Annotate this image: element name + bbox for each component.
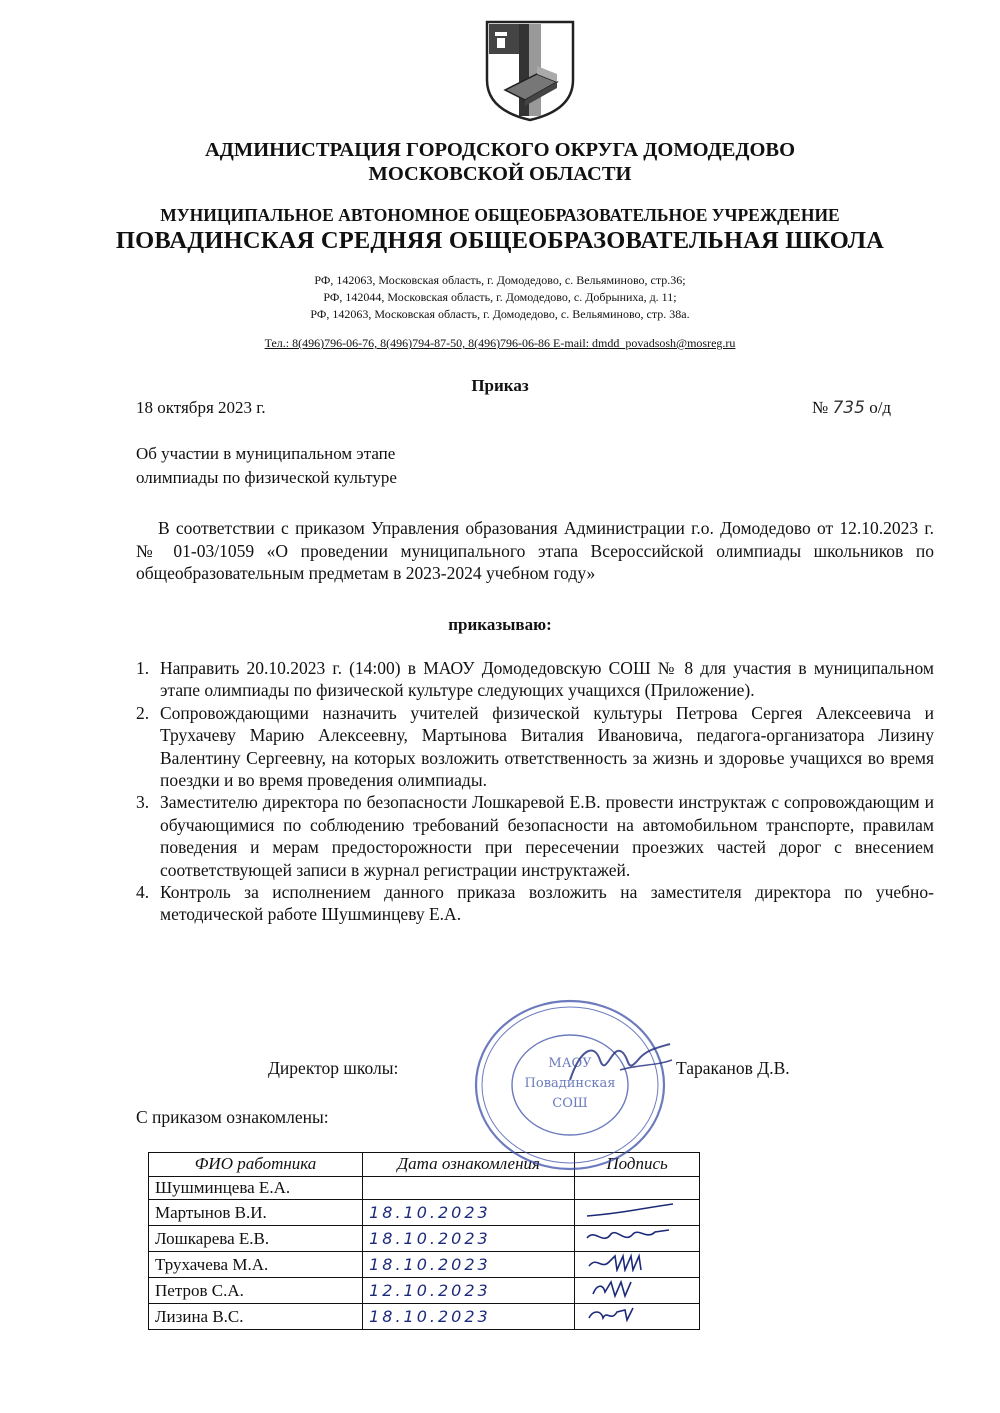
order-word: приказываю: <box>448 615 552 634</box>
stamp-line: Повадинская <box>524 1076 616 1091</box>
director-label: Директор школы: <box>268 1058 399 1078</box>
signature-cell <box>575 1176 700 1200</box>
list-item <box>136 657 934 702</box>
ack-date: 18.10.2023 <box>363 1252 575 1278</box>
document-number <box>812 398 891 418</box>
number-suffix: о/д <box>864 398 892 417</box>
handwritten-signature <box>581 1278 677 1298</box>
number-handwritten: 735 <box>832 398 865 418</box>
list-item <box>136 791 934 881</box>
ack-date: 18.10.2023 <box>363 1226 575 1252</box>
table-row <box>149 1278 700 1304</box>
number-prefix: № <box>812 398 833 417</box>
address-line: РФ, 142063, Московская область, г. Домодедово, с. Вельяминово, стр. 38а. <box>310 307 690 321</box>
item-number: 4. <box>136 882 150 903</box>
order-items-list <box>136 657 934 926</box>
signature-cell <box>575 1304 700 1330</box>
address-line: РФ, 142063, Московская область, г. Домодедово, с. Вельяминово, стр.36; <box>314 273 686 287</box>
column-header: Дата ознакомления <box>363 1153 575 1177</box>
institution-type: МУНИЦИПАЛЬНОЕ АВТОНОМНОЕ ОБЩЕОБРАЗОВАТЕЛЬНОЕ УЧРЕЖДЕНИЕ <box>160 205 840 225</box>
contacts-line: Тел.: 8(496)796-06-76, 8(496)794-87-50, 8(496)796-06-86 E-mail: dmdd_povadsosh@mosreg.ru <box>264 336 736 350</box>
item-text: Заместителю директора по безопасности Лошкаревой Е.В. провести инструктаж с сопровождающим и обучающимися по соблюдению требований безопасности на автомобильном транспорте, правилам поведения и мерам предосторожности при пересечении проезжих частей дорог с внесением соответствующей записи в журнал регистрации инструктажей. <box>160 792 934 880</box>
column-header: Подпись <box>575 1153 700 1177</box>
item-number: 3. <box>136 792 150 813</box>
admin-header-line1: АДМИНИСТРАЦИЯ ГОРОДСКОГО ОКРУГА ДОМОДЕДОВО <box>204 139 796 161</box>
address-block <box>0 272 1000 323</box>
ack-date: 18.10.2023 <box>363 1304 575 1330</box>
coat-of-arms-emblem <box>475 18 585 123</box>
stamp-line: МАОУ <box>548 1056 592 1071</box>
handwritten-signature <box>581 1200 677 1220</box>
item-number: 1. <box>136 658 150 678</box>
employee-name: Мартынов В.И. <box>149 1200 363 1226</box>
item-text: Сопровождающими назначить учителей физической культуры Петрова Сергея Алексеевича и Трухачеву Марию Алексеевну, Мартынова Виталия Ивановича, педагога-организатора Лизину Валентину Сергеевну, на которых возложить ответственность за жизнь и здоровье учащихся во время поездки и во время проведения олимпиады. <box>160 702 934 791</box>
signature-cell <box>575 1200 700 1226</box>
document-date: 18 октября 2023 г. <box>136 398 266 417</box>
ack-date: 12.10.2023 <box>363 1278 575 1304</box>
ack-date <box>363 1176 575 1200</box>
table-row <box>149 1226 700 1252</box>
admin-header-line2: МОСКОВСКОЙ ОБЛАСТИ <box>368 163 632 185</box>
employee-name: Лошкарева Е.В. <box>149 1226 363 1252</box>
column-header: ФИО работника <box>149 1153 363 1177</box>
list-item <box>136 881 934 926</box>
acknowledgement-label: С приказом ознакомлены: <box>136 1107 329 1127</box>
item-text: Контроль за исполнением данного приказа возложить на заместителя директора по учебно-методической работе Шушминцеву Е.А. <box>160 882 934 925</box>
handwritten-signature <box>581 1226 677 1246</box>
director-signature <box>560 1030 680 1100</box>
signature-cell <box>575 1252 700 1278</box>
ack-date: 18.10.2023 <box>363 1200 575 1226</box>
acknowledgement-table <box>148 1152 700 1330</box>
employee-name: Петров С.А. <box>149 1278 363 1304</box>
table-row <box>149 1304 700 1330</box>
employee-name: Шушминцева Е.А. <box>149 1176 363 1200</box>
employee-name: Трухачева М.А. <box>149 1252 363 1278</box>
school-name: ПОВАДИНСКАЯ СРЕДНЯЯ ОБЩЕОБРАЗОВАТЕЛЬНАЯ ШКОЛА <box>115 227 885 254</box>
table-row <box>149 1176 700 1200</box>
admin-header <box>0 138 1000 186</box>
stamp-line: СОШ <box>552 1096 588 1111</box>
list-item <box>136 702 934 792</box>
employee-name: Лизина В.С. <box>149 1304 363 1330</box>
document-title: Приказ <box>471 376 529 395</box>
item-number: 2. <box>136 702 150 723</box>
handwritten-signature <box>581 1252 677 1272</box>
subject-line: Об участии в муниципальном этапе <box>136 444 396 463</box>
item-text: Направить 20.10.2023 г. (14:00) в МАОУ Домодедовскую СОШ № 8 для участия в муниципальном этапе олимпиады по физической культуре следующих учащихся (Приложение). <box>160 658 934 701</box>
document-subject <box>136 442 397 490</box>
signature-cell <box>575 1226 700 1252</box>
basis-paragraph: В соответствии с приказом Управления образования Администрации г.о. Домодедово от 12.10.2023 г. № 01-03/1059 «О проведении муниципального этапа Всероссийской олимпиады школьников по общеобразовательным предметам в 2023-2024 учебном году» <box>136 518 934 583</box>
director-name: Тараканов Д.В. <box>676 1058 790 1078</box>
subject-line: олимпиады по физической культуре <box>136 468 397 487</box>
table-row <box>149 1200 700 1226</box>
address-line: РФ, 142044, Московская область, г. Домодедово, с. Добрыниха, д. 11; <box>323 290 677 304</box>
table-row <box>149 1252 700 1278</box>
signature-cell <box>575 1278 700 1304</box>
handwritten-signature <box>581 1304 677 1324</box>
